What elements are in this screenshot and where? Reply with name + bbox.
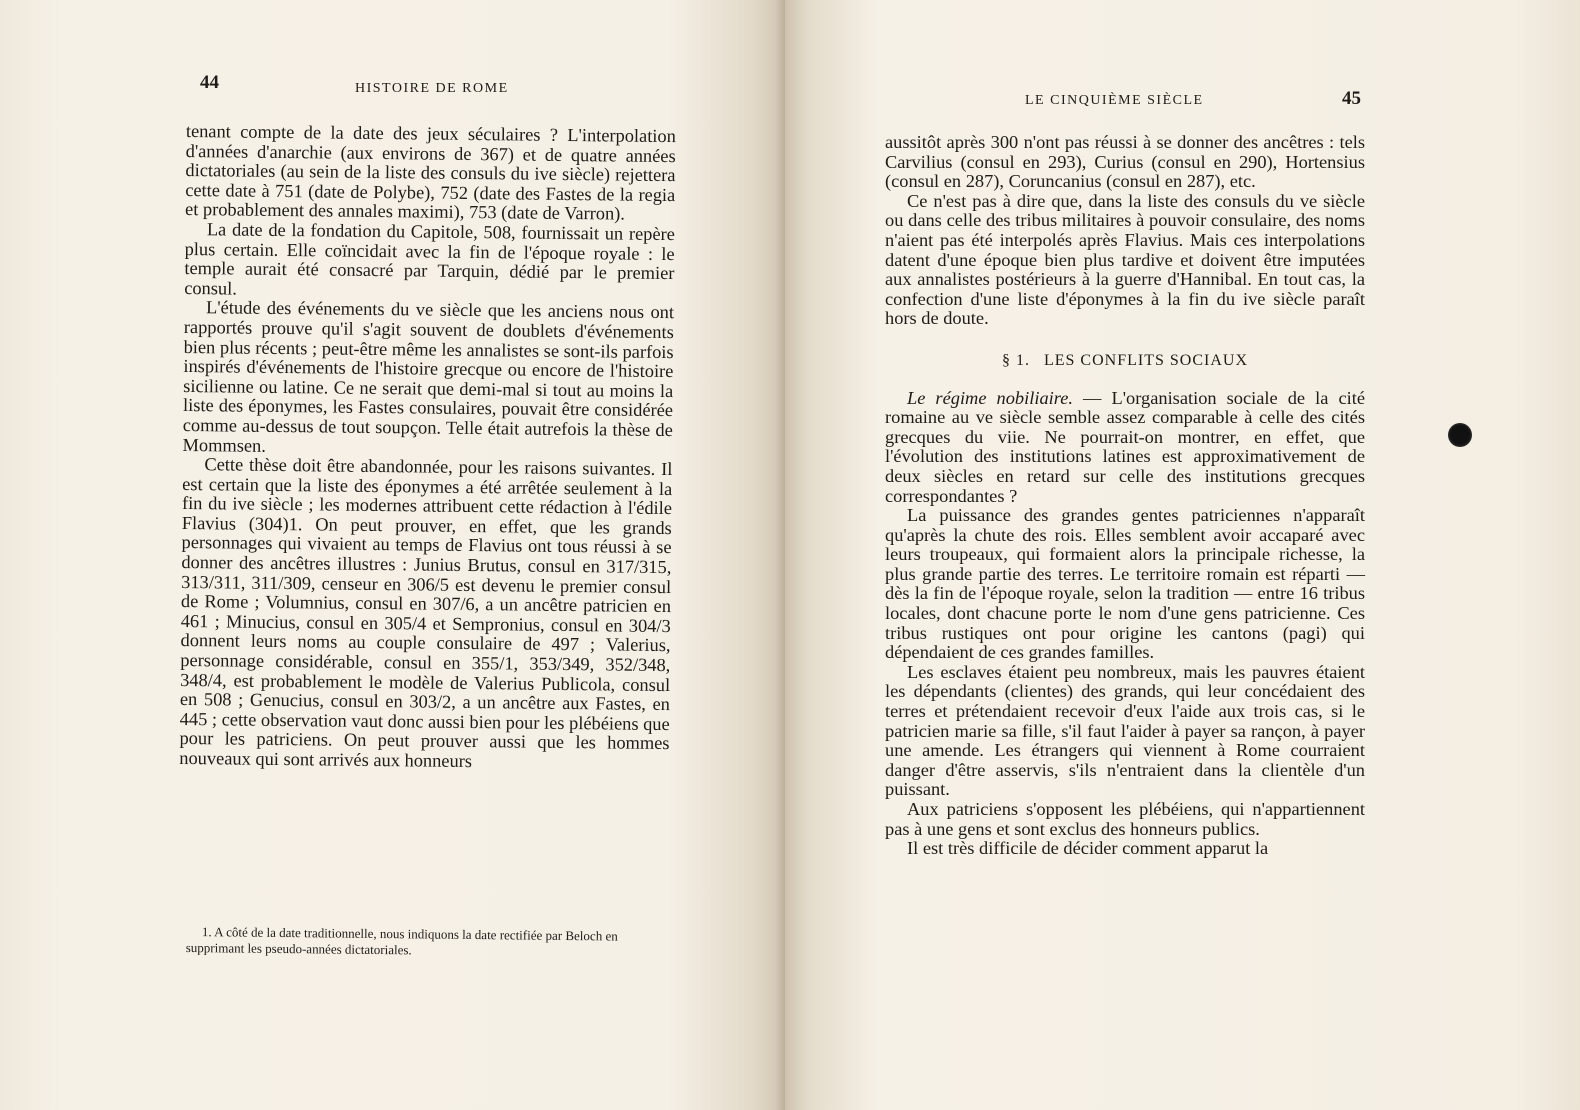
left-running-head: HISTOIRE DE ROME	[355, 81, 509, 96]
paragraph: Il est très difficile de décider comment apparut la	[907, 838, 1269, 859]
footnote	[186, 924, 666, 961]
section-title: LES CONFLITS SOCIAUX	[1043, 351, 1248, 369]
paragraph: Aux patriciens s'opposent les plébéiens, qui n'appartiennent pas à une gens et sont exclus des honneurs publics.	[885, 799, 1365, 839]
left-page-number: 44	[200, 72, 219, 93]
paragraph-text: — L'organisation sociale de la cité romaine au ve siècle semble assez comparable à celle des cités grecques du viie. Ne pourrait-on montrer, en effet, que l'évolution des institutions latines est approximativement de deux siècles en retard sur celle des institutions grecques correspondantes ?	[885, 387, 1365, 506]
runin-title: Le régime nobiliaire.	[907, 387, 1073, 408]
paragraph: tenant compte de la date des jeux séculaires ? L'interpolation d'années d'anarchie (aux environs de 367) et de quatre années dictatoriales (au sein de la liste des consuls du ive siècle) rejettera cette date à 751 (date de Polybe), 752 (date des Fastes de la regia et probablement des annales maximi), 753 (date de Varron).	[184, 121, 676, 224]
paragraph: L'étude des événements du ve siècle que les anciens nous ont rapportés prouve qu'il s'agit souvent de doublets d'événements bien plus récents ; peut-être même les annalistes se sont-ils parfois inspirés d'événements de l'histoire grecque ou encore de l'histoire sicilienne ou latine. Ce ne serait que demi-mal si tout au moins la liste des éponymes, les Fastes consulaires, pouvait être considérée comme au-dessus de tout soupçon. Telle était autrefois la thèse de Mommsen.	[182, 297, 675, 456]
paragraph: Les esclaves étaient peu nombreux, mais les pauvres étaient les dépendants (clientes) des grands, qui leur concédaient des terres et prétendaient recevoir d'eux l'aide aux trois cas, si le patricien marie sa fille, s'il faut l'aider à payer sa rançon, à payer une amende. Les étrangers qui viennent à Rome courraient danger d'être asservis, s'ils n'entraient dans la clientèle d'un puissant.	[885, 661, 1365, 800]
paragraph: Ce n'est pas à dire que, dans la liste des consuls du ve siècle ou dans celle des tribus militaires à pouvoir consulaire, des noms n'aient pas été interpolés après Flavius. Mais ces interpolations datent d'une époque bien plus tardive et doivent être imputées aux annalistes postérieurs à la guerre d'Hannibal. En tout cas, la confection d'une liste d'éponymes à la fin du ive siècle paraît hors de doute.	[885, 190, 1365, 329]
right-running-head: LE CINQUIÈME SIÈCLE	[1025, 93, 1204, 108]
right-page	[785, 0, 1580, 1110]
paragraph: La date de la fondation du Capitole, 508, fournissait un repère plus certain. Elle coïncidait avec la fin de l'époque royale : le temple aurait été consacré par Tarquin, dédié par le premier consul.	[184, 219, 675, 299]
right-page-number: 45	[1342, 88, 1361, 109]
left-body-text	[179, 122, 676, 774]
paragraph: aussitôt après 300 n'ont pas réussi à se donner des ancêtres : tels Carvilius (consul en 293), Curius (consul en 290), Hortensius (consul en 287), Coruncanius (consul en 287), etc.	[885, 132, 1365, 192]
paragraph: La puissance des grandes gentes patriciennes n'apparaît qu'après la chute des rois. Elles semblent avoir accaparé avec leurs troupeaux, qui formaient alors la principale richesse, la plus grande partie des terres. Le territoire romain est réparti — dès la fin de l'époque royale, selon la tradition — entre 16 tribus locales, dont chacune porte le nom d'une gens patricienne. Ces tribus rustiques ont pour origine les cantons (pagi) qui dépendaient de ces grandes familles.	[885, 505, 1365, 663]
paragraph: Cette thèse doit être abandonnée, pour les raisons suivantes. Il est certain que la liste des éponymes a été arrêtée seulement à la fin du ive siècle ; les modernes attribuent cette rédaction à l'édile Flavius (304)1. On peut prouver, en effet, que les grands personnages qui vivaient au temps de Flavius ont tous réussi à se donner des ancêtres illustres : Junius Brutus, consul en 317/315, 313/311, 311/309, censeur en 306/5 est devenu le premier consul de Rome ; Volumnius, consul en 307/6, a un ancêtre patricien en 461 ; Minucius, consul en 305/4 et Sempronius, consul en 304/3 donnent leurs noms au couple consulaire de 497 ; Valerius, personnage considérable, consul en 355/1, 353/349, 352/348, 348/4, est probablement le modèle de Valerius Publicola, consul en 508 ; Genucius, consul en 303/2, a un ancêtre aux Fastes, en 445 ; cette observation vaut donc aussi bien pour les plébéiens que pour les patriciens. On peut prouver aussi que les hommes nouveaux qui sont arrivés aux honneurs	[179, 454, 673, 772]
section-number: § 1.	[1001, 351, 1030, 369]
right-body-text	[885, 133, 1365, 859]
left-page	[0, 0, 785, 1110]
ink-blot	[1448, 423, 1472, 447]
section-heading	[885, 351, 1365, 371]
paragraph	[885, 389, 1365, 507]
footnote-text: 1. A côté de la date traditionnelle, nous indiquons la date rectifiée par Beloch en supprimant les pseudo-années dictatoriales.	[185, 924, 618, 958]
